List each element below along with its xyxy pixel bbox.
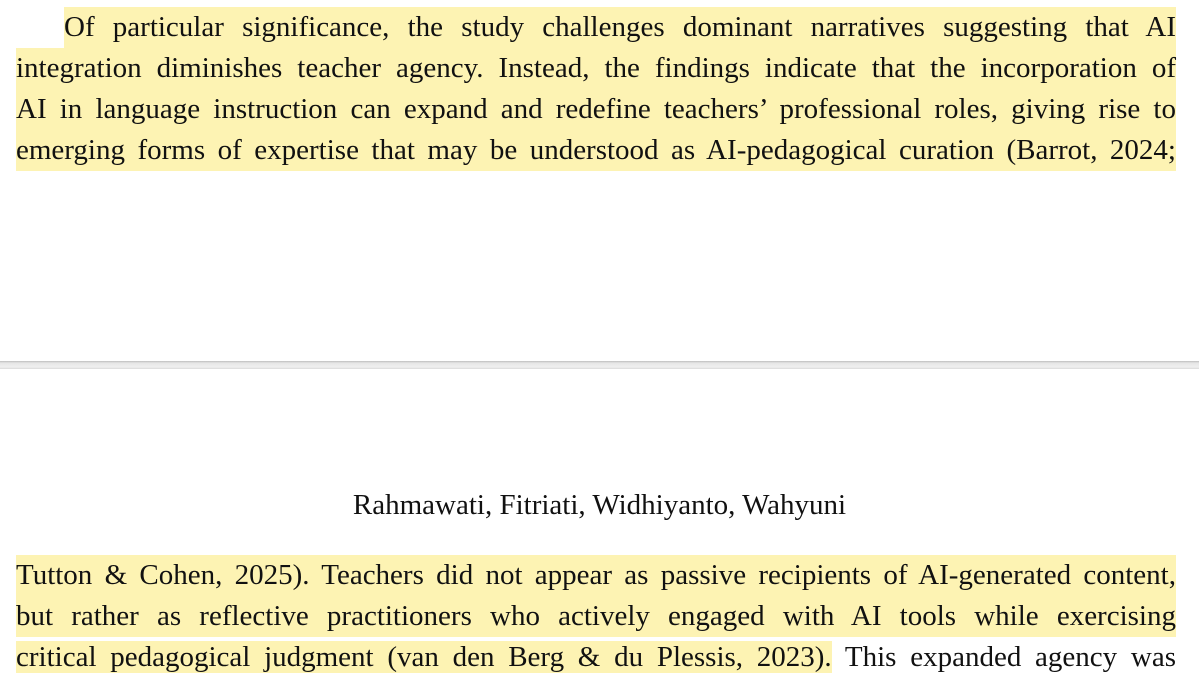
paragraph-line bbox=[16, 596, 1176, 637]
highlighted-text: emerging forms of expertise that may be understood as AI-pedagogical curation (Barrot, 2024; bbox=[16, 134, 1176, 166]
document-page-bottom bbox=[0, 369, 1199, 683]
paragraph-continuation[interactable] bbox=[16, 555, 1176, 678]
unhighlighted-text: This expanded agency was bbox=[844, 641, 1176, 673]
highlighted-text: critical pedagogical judgment (van den Berg & du Plessis, 2023). bbox=[16, 641, 832, 673]
running-header-authors: Rahmawati, Fitriati, Widhiyanto, Wahyuni bbox=[352, 489, 847, 521]
paragraph-line bbox=[16, 7, 1176, 48]
highlighted-text: but rather as reflective practitioners who actively engaged with AI tools while exercising bbox=[16, 600, 1176, 632]
page-break-separator bbox=[0, 361, 1199, 369]
highlighted-text: integration diminishes teacher agency. Instead, the findings indicate that the incorporation of bbox=[16, 52, 1176, 84]
highlighted-text: AI in language instruction can expand and redefine teachers’ professional roles, giving rise to bbox=[16, 93, 1176, 125]
highlighted-text: Tutton & Cohen, 2025). Teachers did not appear as passive recipients of AI-generated content, bbox=[16, 559, 1176, 591]
paragraph-line bbox=[16, 89, 1176, 130]
paragraph-ai-teacher-agency[interactable] bbox=[16, 7, 1176, 171]
paragraph-line bbox=[16, 48, 1176, 89]
highlighted-text: Of particular significance, the study challenges dominant narratives suggesting that AI bbox=[64, 7, 1176, 48]
paragraph-line bbox=[16, 130, 1176, 171]
paragraph-line bbox=[16, 637, 1176, 678]
paragraph-line bbox=[16, 555, 1176, 596]
